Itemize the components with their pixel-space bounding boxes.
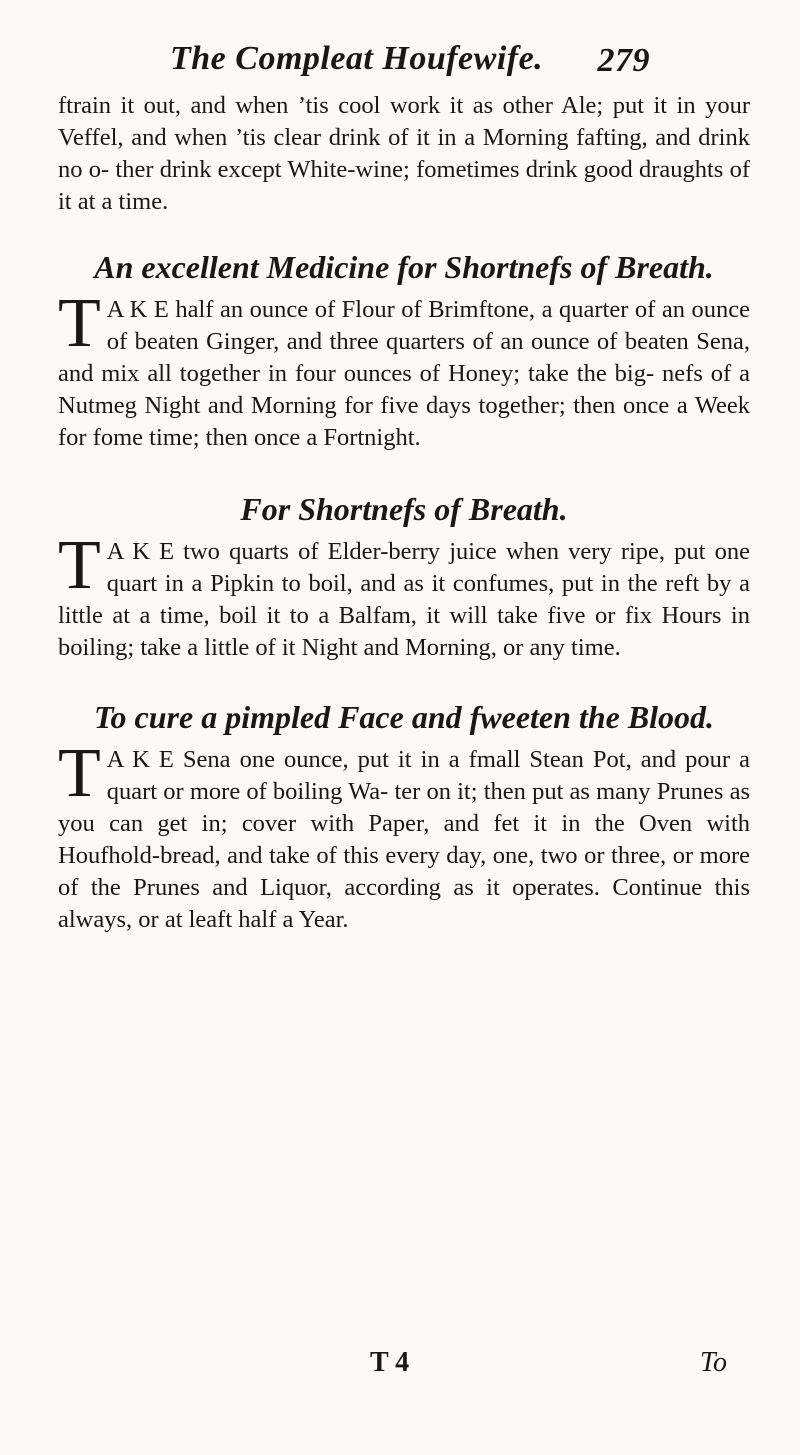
page-number: 279: [597, 42, 650, 79]
recipe-text: A K E half an ounce of Flour of Brimftone, a quarter of an ounce of beaten Ginger, and three quarters of an ounce of beaten Sena, and mix all together in four ounces of Honey; take the big- nefs of a Nutmeg Night and Morning for five days together; then once a Week for fome time; then once a Fortnight.: [58, 296, 750, 451]
drop-cap: T: [58, 735, 101, 812]
recipe-text: A K E two quarts of Elder-berry juice when very ripe, put one quart in a Pipkin to boil, and as it confumes, put in the reft by a little at a time, boil it to a Balfam, it will take five or fix Hours in boiling; take a little of it Night and Morning, or any time.: [58, 538, 750, 661]
paragraph-continued: ftrain it out, and when ’tis cool work it as other Ale; put it in your Veffel, and when ’tis clear drink of it in a Morning fafting, and drink no o- ther drink except White-wine; fometimes drink good draughts of it at a time.: [58, 92, 750, 215]
recipe-heading-shortness: For Shortnefs of Breath.: [240, 491, 568, 527]
page-body: [58, 88, 750, 936]
signature-mark: T 4: [370, 1347, 410, 1378]
drop-cap: T: [58, 285, 101, 362]
running-title: The Compleat Houfewife.: [170, 40, 544, 77]
catchword: To: [700, 1347, 728, 1378]
recipe-paragraph-medicine: [58, 285, 750, 454]
page-footer: [0, 1347, 800, 1387]
recipe-heading-medicine: An excellent Medicine for Shortnefs of Breath.: [94, 249, 714, 285]
recipe-heading-pimpled-face: To cure a pimpled Face and fweeten the Blood.: [93, 699, 715, 735]
drop-cap: T: [58, 527, 101, 604]
recipe-text: A K E Sena one ounce, put it in a fmall Stean Pot, and pour a quart or more of boiling Wa- ter on it; then put as many Prunes as you can get in; cover with Paper, and fet it in the Oven with Houfhold-bread, and take of this every day, one, two or three, or more of the Prunes and Liquor, according as it operates. Continue this always, or at leaft half a Year.: [58, 746, 750, 933]
recipe-paragraph-shortness: [58, 527, 750, 664]
recipe-paragraph-pimpled-face: [58, 735, 750, 936]
